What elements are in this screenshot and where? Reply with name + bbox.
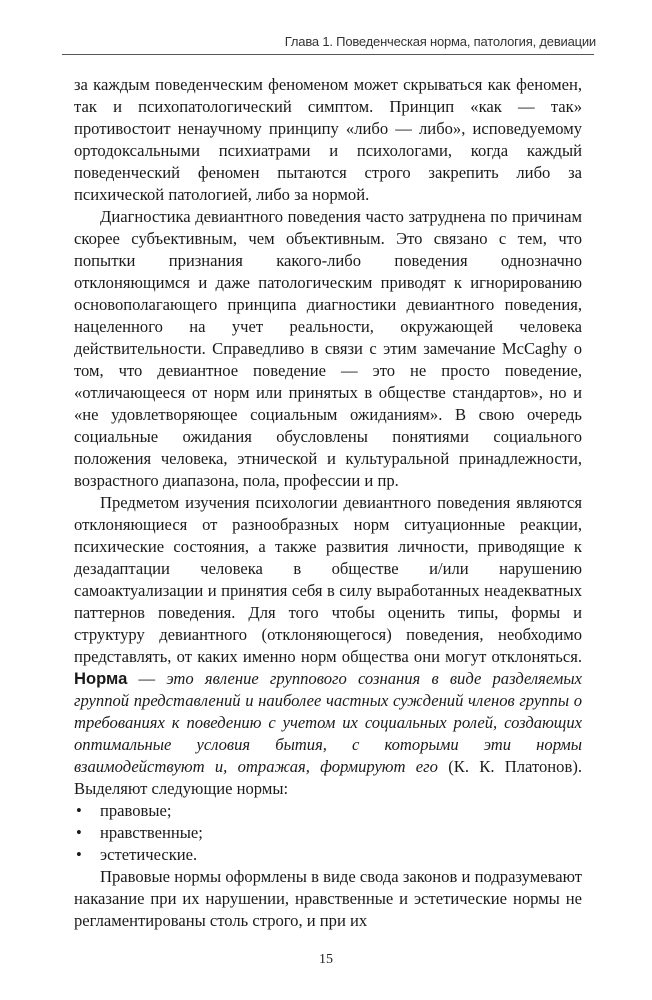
list-item (74, 822, 582, 844)
paragraph-3 (74, 492, 582, 800)
list-item (74, 844, 582, 866)
paragraph-1: за каждым поведенческим феноменом может скрываться как феномен, так и психопатологический симптом. Принцип «как — так» противостоит ненаучному принципу «либо — либо», исповедуемому ортодоксальными психиатрами и психологами, когда каждый поведенческий феномен пытаются строго закрепить либо за психической патологией, либо за нормой. (74, 75, 582, 204)
bullet-icon: • (76, 845, 82, 864)
paragraph-3-start: Предметом изучения психологии девиантного поведения являются отклоняющиеся от разнообразных норм ситуационные реакции, психические состояния, а также развития личности, приводящие к дезадаптации человека в обществе и/или нарушению самоактуализации и принятия себя в силу выработанных неадекватных паттернов поведения. Для того чтобы оценить типы, формы и структуру девиантного (отклоняющегося) поведения, необходимо представлять, от каких именно норм общества они могут отклоняться. (74, 493, 582, 666)
list-item-text: эстетические. (100, 845, 198, 864)
term-norma: Норма (74, 669, 128, 688)
running-head: Глава 1. Поведенческая норма, патология, девиации (284, 34, 596, 49)
paragraph-3-end: (К. К. Платонов). Выделяют следующие нормы: (74, 757, 582, 798)
bullet-icon: • (76, 801, 82, 820)
term-dash: — (127, 669, 167, 688)
header-rule (62, 54, 594, 55)
norma-definition: это явление группового сознания в виде разделяемых группой представлений и наиболее частных суждений членов группы о требованиях к поведению с учетом их социальных ролей, создающих оптимальные условия бытия, с которыми эти нормы взаимодействуют и, отражая, формируют его (74, 669, 583, 776)
paragraph-2: Диагностика девиантного поведения часто затруднена по причинам скорее субъективным, чем объективным. Это связано с тем, что попытки признания какого-либо поведения однозначно отклоняющимся и даже патологическим приводят к игнорированию основополагающего принципа диагностики девиантного поведения, нацеленного на учет реальности, окружающей человека действительности. Справедливо в связи с этим замечание McCaghy о том, что девиантное поведение — это не просто поведение, «отличающееся от норм или принятых в обществе стандартов», но и «не удовлетворяющее социальным ожиданиям». В свою очередь социальные ожидания обусловлены понятиями социального положения человека, этнической и культуральной принадлежности, возрастного диапазона, пола, профессии и пр. (74, 207, 582, 490)
norms-list (74, 800, 582, 866)
paragraph-4: Правовые нормы оформлены в виде свода законов и подразумевают наказание при их нарушении, нравственные и эстетические нормы не регламентированы столь строго, и при их (74, 867, 582, 930)
list-item (74, 800, 582, 822)
body-text (74, 74, 582, 932)
list-item-text: правовые; (100, 801, 172, 820)
bullet-icon: • (76, 823, 82, 842)
page-number: 15 (319, 952, 333, 967)
list-item-text: нравственные; (100, 823, 203, 842)
